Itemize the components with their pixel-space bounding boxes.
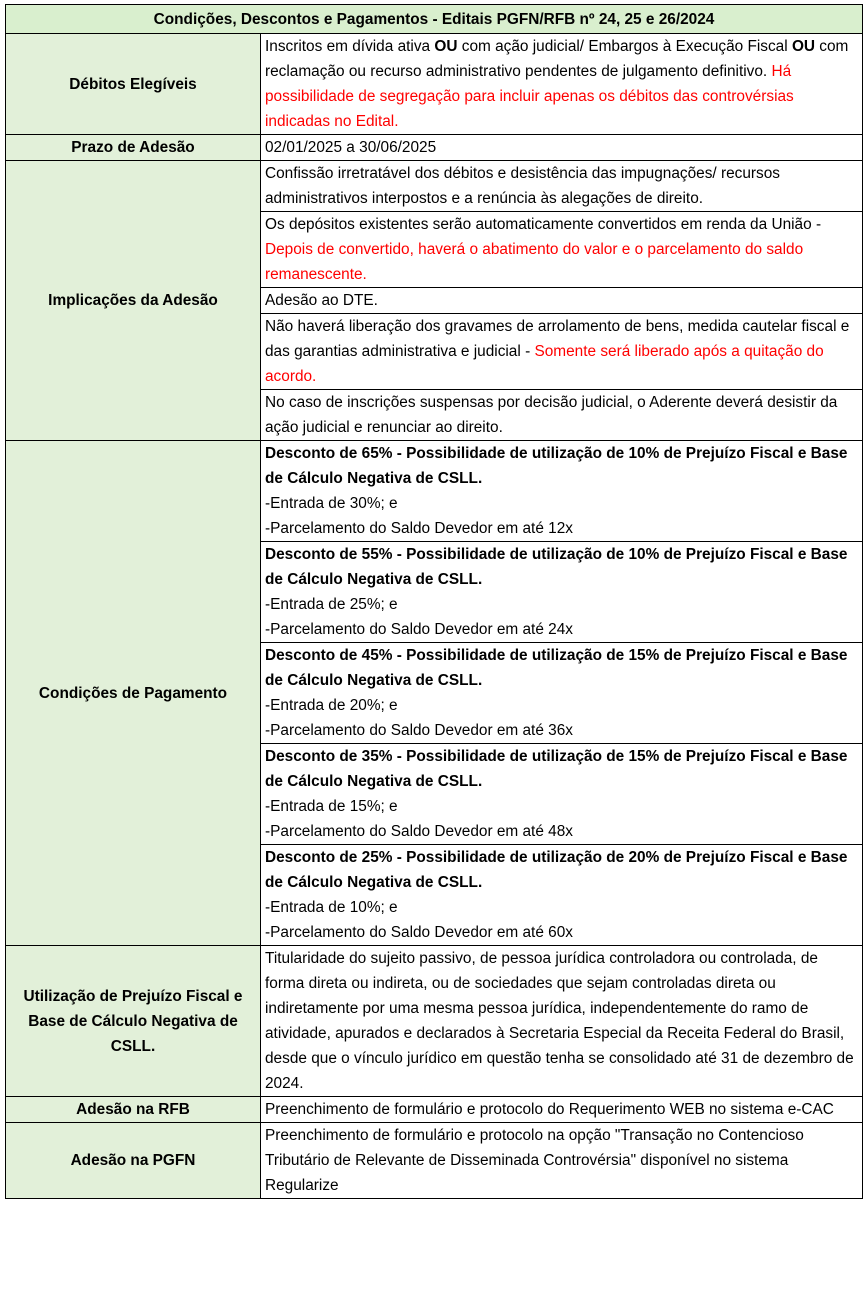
- implicacao-item-4: [261, 314, 863, 390]
- row-prazo: [6, 135, 863, 161]
- label-adesao-rfb: Adesão na RFB: [6, 1097, 261, 1123]
- debitos-text-2: com ação judicial/ Embargos à Execução Fiscal: [457, 38, 792, 55]
- debitos-note-red: Há possibilidade de segregação para incluir apenas os débitos das controvérsias indicadas no Edital.: [265, 63, 794, 130]
- implicacao-item-2: [261, 212, 863, 288]
- debitos-text-1: Inscritos em dívida ativa: [265, 38, 435, 55]
- payment-option-parcelamento: -Parcelamento do Saldo Devedor em até 60x: [265, 924, 573, 941]
- payment-option-entrada: -Entrada de 30%; e: [265, 495, 398, 512]
- implicacao-item-5: No caso de inscrições suspensas por decisão judicial, o Aderente deverá desistir da ação judicial e renunciar ao direito.: [261, 390, 863, 441]
- payment-option: [261, 542, 863, 643]
- label-prazo-adesao: Prazo de Adesão: [6, 135, 261, 161]
- payment-option-title: Desconto de 35% - Possibilidade de utilização de 15% de Prejuízo Fiscal e Base de Cálculo Negativa de CSLL.: [265, 748, 848, 790]
- row-condicoes-1: [6, 441, 863, 542]
- payment-option: [261, 845, 863, 946]
- label-utilizacao-prejuizo: Utilização de Prejuízo Fiscal e Base de Cálculo Negativa de CSLL.: [6, 946, 261, 1097]
- row-adesao-rfb: [6, 1097, 863, 1123]
- row-debitos: [6, 34, 863, 135]
- payment-option: [261, 744, 863, 845]
- payment-option-title: Desconto de 55% - Possibilidade de utilização de 10% de Prejuízo Fiscal e Base de Cálculo Negativa de CSLL.: [265, 546, 848, 588]
- value-debitos-elegiveis: [261, 34, 863, 135]
- label-debitos-elegiveis: Débitos Elegíveis: [6, 34, 261, 135]
- conditions-table: [5, 4, 863, 1199]
- payment-option: [261, 441, 863, 542]
- value-utilizacao-prejuizo: Titularidade do sujeito passivo, de pessoa jurídica controladora ou controlada, de forma direta ou indireta, ou de sociedades que sejam controladas direta ou indiretamente por uma mesma pessoa jurídica, independentemente do ramo de atividade, apurados e declarados à Secretaria Especial da Receita Federal do Brasil, desde que o vínculo jurídico em questão tenha se consolidado até 31 de dezembro de 2024.: [261, 946, 863, 1097]
- label-implicacoes-adesao: Implicações da Adesão: [6, 161, 261, 441]
- payment-option-title: Desconto de 65% - Possibilidade de utilização de 10% de Prejuízo Fiscal e Base de Cálculo Negativa de CSLL.: [265, 445, 848, 487]
- table-title: Condições, Descontos e Pagamentos - Editais PGFN/RFB nº 24, 25 e 26/2024: [6, 5, 863, 34]
- payment-option-parcelamento: -Parcelamento do Saldo Devedor em até 36x: [265, 722, 573, 739]
- implicacao-item-4-red: Somente será liberado após a quitação do acordo.: [265, 343, 824, 385]
- payment-option-parcelamento: -Parcelamento do Saldo Devedor em até 12x: [265, 520, 573, 537]
- row-implicacoes-1: [6, 161, 863, 212]
- row-adesao-pgfn: [6, 1123, 863, 1199]
- row-prejuizo: [6, 946, 863, 1097]
- implicacao-item-1: Confissão irretratável dos débitos e desistência das impugnações/ recursos administrativos interpostos e a renúncia às alegações de direito.: [261, 161, 863, 212]
- debitos-ou-1: OU: [434, 38, 458, 55]
- payment-option-entrada: -Entrada de 10%; e: [265, 899, 398, 916]
- payment-option-parcelamento: -Parcelamento do Saldo Devedor em até 48x: [265, 823, 573, 840]
- payment-option-entrada: -Entrada de 25%; e: [265, 596, 398, 613]
- value-prazo-adesao: 02/01/2025 a 30/06/2025: [261, 135, 863, 161]
- debitos-ou-2: OU: [791, 38, 816, 55]
- payment-option-title: Desconto de 45% - Possibilidade de utilização de 15% de Prejuízo Fiscal e Base de Cálculo Negativa de CSLL.: [265, 647, 848, 689]
- title-row: [6, 5, 863, 34]
- payment-option-title: Desconto de 25% - Possibilidade de utilização de 20% de Prejuízo Fiscal e Base de Cálculo Negativa de CSLL.: [265, 849, 848, 891]
- label-condicoes-pagamento: Condições de Pagamento: [6, 441, 261, 946]
- label-adesao-pgfn: Adesão na PGFN: [6, 1123, 261, 1199]
- implicacao-item-2-text: Os depósitos existentes serão automaticamente convertidos em renda da União -: [265, 216, 822, 233]
- payment-option: [261, 643, 863, 744]
- payment-option-parcelamento: -Parcelamento do Saldo Devedor em até 24x: [265, 621, 573, 638]
- payment-option-entrada: -Entrada de 20%; e: [265, 697, 398, 714]
- value-adesao-pgfn: Preenchimento de formulário e protocolo na opção "Transação no Contencioso Tributário de Relevante de Disseminada Controvérsia" disponível no sistema Regularize: [261, 1123, 863, 1199]
- payment-option-entrada: -Entrada de 15%; e: [265, 798, 398, 815]
- debitos-text-3: com reclamação ou recurso administrativo pendentes de julgamento definitivo.: [265, 38, 849, 80]
- implicacao-item-2-red: Depois de convertido, haverá o abatimento do valor e o parcelamento do saldo remanescente.: [265, 241, 804, 283]
- value-adesao-rfb: Preenchimento de formulário e protocolo do Requerimento WEB no sistema e-CAC: [261, 1097, 863, 1123]
- implicacao-item-3: Adesão ao DTE.: [261, 288, 863, 314]
- implicacao-item-4-text: Não haverá liberação dos gravames de arrolamento de bens, medida cautelar fiscal e das garantias administrativa e judicial -: [265, 318, 850, 360]
